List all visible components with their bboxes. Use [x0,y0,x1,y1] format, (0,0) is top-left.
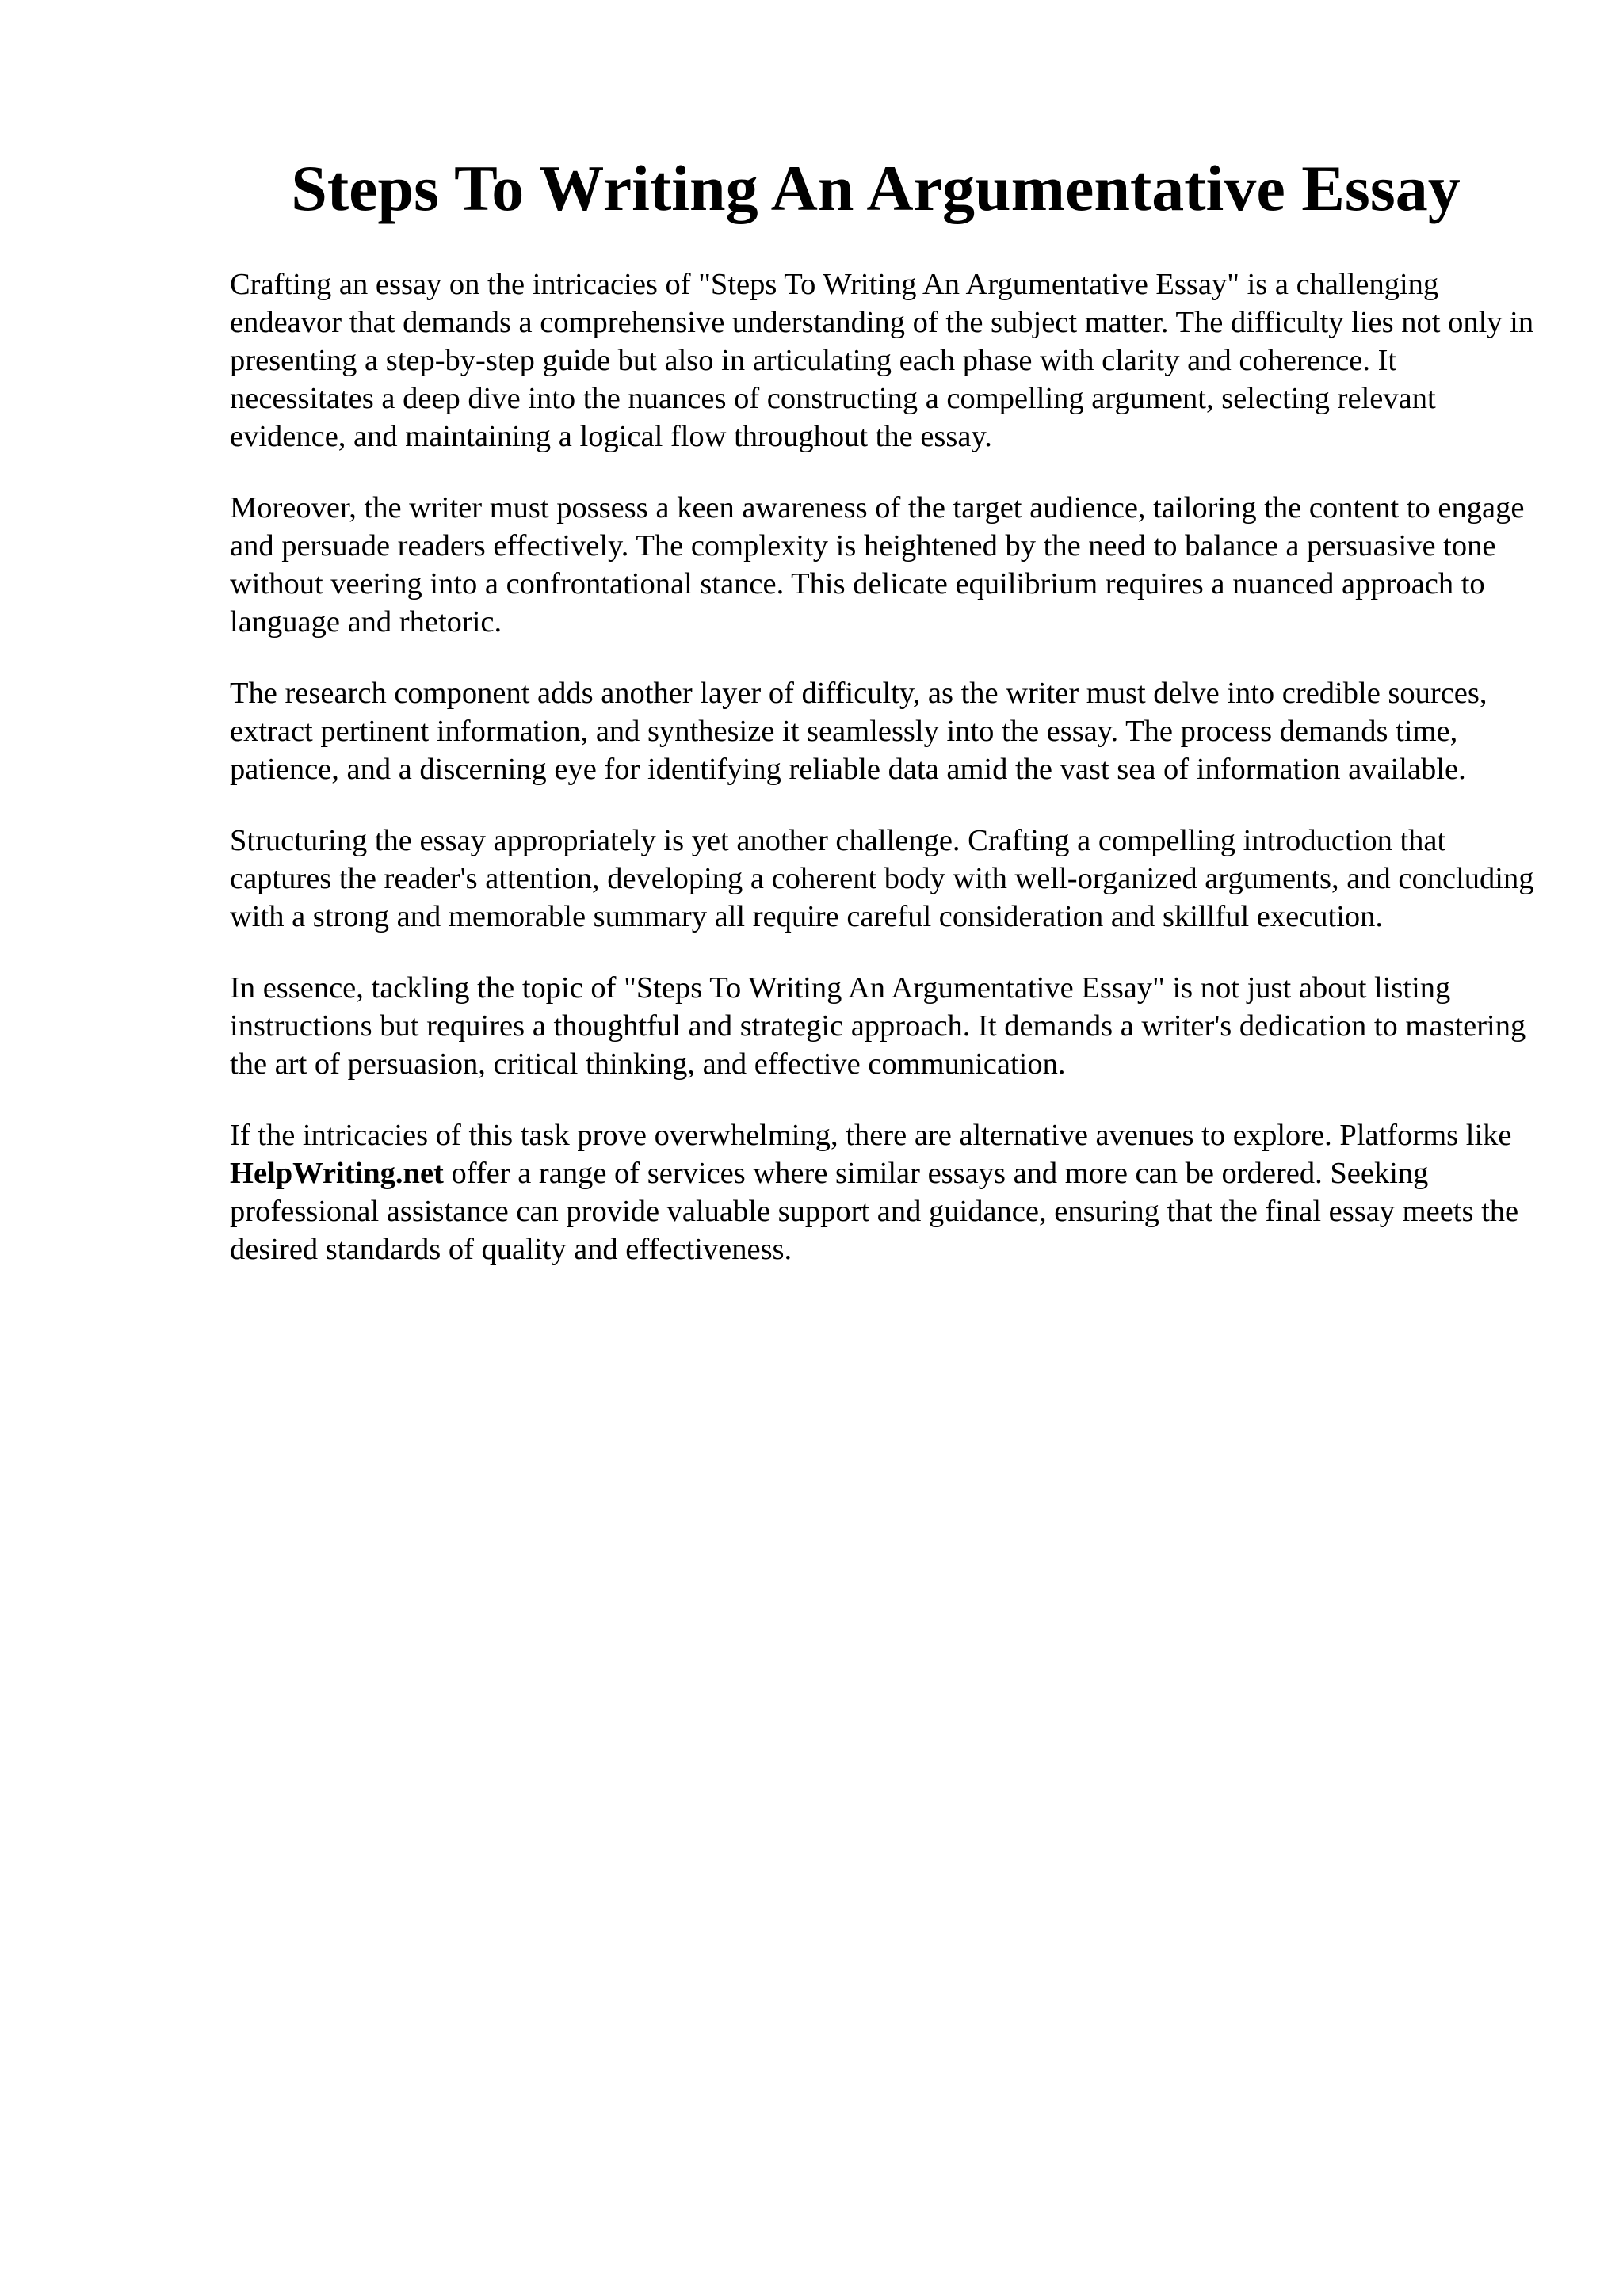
paragraph-3: The research component adds another layer of difficulty, as the writer must delve into credible sources, extract pertinent information, and synthesize it seamlessly into the essay. The process demands time, patience, and a discerning eye for identifying reliable data amid the vast sea of information available. [230,677,1487,786]
paragraph-2: Moreover, the writer must possess a keen awareness of the target audience, tailoring the content to engage and persuade readers effectively. The complexity is heightened by the need to balance a persuasive tone without veering into a confrontational stance. This delicate equilibrium requires a nuanced approach to language and rhetoric. [230,491,1525,639]
helpwriting-link[interactable]: HelpWriting.net [230,1157,444,1190]
paragraph-6-intro: If the intricacies of this task prove overwhelming, there are alternative avenues to explore. Platforms like [230,1119,1512,1152]
paragraph-4: Structuring the essay appropriately is yet another challenge. Crafting a compelling introduction that captures the reader's attention, developing a coherent body with well-organized arguments, and concluding with a strong and memorable summary all require careful consideration and skillful execution. [230,824,1534,933]
page-title: Steps To Writing An Argumentative Essay [291,152,1461,224]
paragraph-5: In essence, tackling the topic of "Steps To Writing An Argumentative Essay" is not just about listing instructions but requires a thoughtful and strategic approach. It demands a writer's dedication to mastering the art of persuasion, critical thinking, and effective communication. [230,971,1526,1081]
paragraph-6 [230,1116,1545,1268]
paragraph-1: Crafting an essay on the intricacies of "Steps To Writing An Argumentative Essay" is a challenging endeavor that demands a comprehensive understanding of the subject matter. The difficulty lies not only in presenting a step-by-step guide but also in articulating each phase with clarity and coherence. It necessitates a deep dive into the nuances of constructing a compelling argument, selecting relevant evidence, and maintaining a logical flow throughout the essay. [230,268,1534,453]
paragraph-6-rest: offer a range of services where similar essays and more can be ordered. Seeking professional assistance can provide valuable support and guidance, ensuring that the final essay meets the desired standards of quality and effectiveness. [230,1157,1519,1266]
essay-body [230,265,1545,1302]
